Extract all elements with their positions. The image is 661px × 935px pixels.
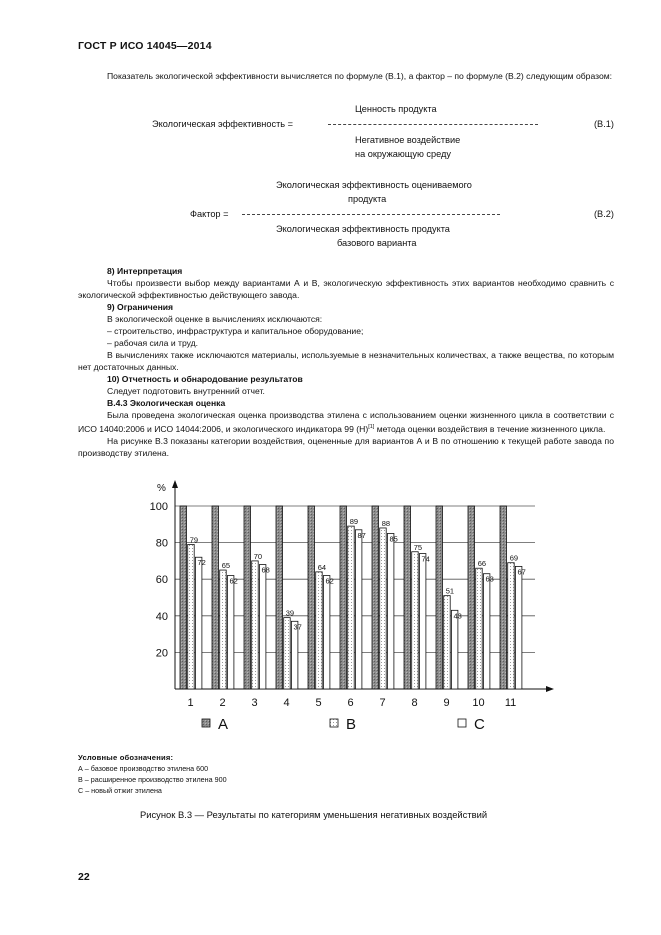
legend-note-a: А – базовое производство этилена 600 bbox=[78, 764, 209, 773]
section10-text: Следует подготовить внутренний отчет. bbox=[107, 386, 265, 396]
y-tick-label: 40 bbox=[155, 610, 168, 623]
bar-c bbox=[515, 566, 522, 689]
bar-c bbox=[451, 610, 458, 689]
x-tick-label: 3 bbox=[251, 697, 258, 709]
x-tick-label: 7 bbox=[379, 697, 386, 709]
data-label: 79 bbox=[189, 535, 199, 545]
data-label: 39 bbox=[285, 608, 295, 618]
data-label: 37 bbox=[293, 622, 302, 632]
x-tick-label: 4 bbox=[283, 697, 290, 709]
x-tick-label: 6 bbox=[347, 697, 354, 709]
bar-a bbox=[468, 506, 475, 689]
legend-note-c: С – новый отжиг этилена bbox=[78, 786, 162, 795]
bar-c bbox=[483, 574, 490, 689]
section9-text: В вычислениях также исключаются материалы, используемые в незначительных количествах, а также вещества, по которым нет достаточных данных. bbox=[78, 350, 614, 372]
x-tick-label: 5 bbox=[315, 697, 322, 709]
formula2-fraction-line bbox=[242, 214, 500, 215]
bar-b bbox=[220, 570, 227, 689]
data-label: 70 bbox=[253, 551, 263, 561]
legend-swatch-b bbox=[330, 719, 338, 727]
body-text bbox=[78, 265, 614, 459]
page-number: 22 bbox=[78, 871, 90, 883]
section-b43-text-a: Была проведена экологическая оценка производства этилена с использованием оценки жизненного цикла в соответствии с ИСО 14040:2006 и ИСО 14044:2006, и экологического индикатора 99 (Н) bbox=[78, 410, 614, 434]
bar-a bbox=[404, 506, 411, 689]
data-label: 65 bbox=[221, 561, 231, 571]
section9-lead: В экологической оценке в вычислениях исключаются: bbox=[107, 314, 323, 324]
y-tick-label: 80 bbox=[155, 537, 168, 550]
section-b43-text bbox=[78, 409, 614, 435]
bar-b bbox=[476, 568, 483, 689]
data-label: 88 bbox=[381, 518, 391, 528]
formula1-number: (В.1) bbox=[594, 119, 614, 129]
bar-c bbox=[195, 557, 202, 689]
formula2-denominator-line1: Экологическая эффективность продукта bbox=[276, 224, 450, 234]
legend-swatch-c bbox=[458, 719, 466, 727]
section9-heading: 9) Ограничения bbox=[107, 302, 174, 312]
section8-heading: 8) Интерпретация bbox=[107, 266, 183, 276]
bar-b bbox=[284, 618, 291, 689]
formula1-denominator-line2: на окружающую среду bbox=[355, 149, 451, 159]
bar-c bbox=[355, 530, 362, 689]
data-label: 62 bbox=[229, 576, 238, 586]
bar-b bbox=[444, 596, 451, 689]
data-label: 51 bbox=[445, 586, 455, 596]
x-tick-label: 10 bbox=[472, 697, 485, 709]
y-tick-label: 100 bbox=[149, 501, 168, 513]
section-b43-text-b: метода оценки воздействия в течение жизненного цикла. bbox=[374, 423, 606, 434]
bar-b bbox=[508, 563, 515, 689]
data-label: 89 bbox=[349, 517, 359, 527]
bar-b bbox=[348, 526, 355, 689]
bar-c bbox=[387, 533, 394, 689]
x-tick-label: 9 bbox=[443, 697, 450, 709]
data-label: 85 bbox=[389, 534, 398, 544]
legend-note-b: В – расширенное производство этилена 900 bbox=[78, 775, 227, 784]
bar-c bbox=[259, 565, 266, 689]
figure-caption: Рисунок В.3 — Результаты по категориям уменьшения негативных воздействий bbox=[140, 809, 488, 820]
data-label: 75 bbox=[413, 542, 423, 552]
bar-a bbox=[500, 506, 507, 689]
bar-a bbox=[212, 506, 219, 689]
bar-a bbox=[276, 506, 283, 689]
data-label: 64 bbox=[317, 562, 327, 572]
bar-b bbox=[188, 544, 195, 689]
formula1-fraction-line bbox=[328, 124, 538, 125]
bar-b bbox=[380, 528, 387, 689]
bar-c bbox=[419, 554, 426, 689]
legend-notes-title: Условные обозначения: bbox=[78, 753, 174, 762]
bar-chart bbox=[140, 478, 560, 746]
section-b43-heading: В.4.3 Экологическая оценка bbox=[107, 398, 226, 408]
bar-a bbox=[340, 506, 347, 689]
data-label: 66 bbox=[477, 559, 487, 569]
formula2-denominator-line2: базового варианта bbox=[337, 238, 417, 248]
data-label: 63 bbox=[485, 574, 494, 584]
bar-a bbox=[372, 506, 379, 689]
bar-c bbox=[323, 576, 330, 689]
section10-heading: 10) Отчетность и обнародование результатов bbox=[107, 374, 303, 384]
x-tick-label: 1 bbox=[187, 697, 194, 709]
legend-label-a: A bbox=[218, 716, 229, 733]
x-tick-label: 11 bbox=[504, 697, 517, 709]
section9-item1: – строительство, инфраструктура и капитальное оборудование; bbox=[107, 326, 364, 336]
formula2-numerator-line2: продукта bbox=[348, 194, 387, 204]
data-label: 67 bbox=[517, 567, 526, 577]
legend-label-c: C bbox=[474, 716, 485, 733]
data-label: 87 bbox=[357, 530, 366, 540]
data-label: 62 bbox=[325, 576, 334, 586]
formula2-numerator-line1: Экологическая эффективность оцениваемого bbox=[276, 180, 472, 190]
bar-c bbox=[227, 576, 234, 689]
section-b43-text2: На рисунке В.3 показаны категории воздействия, оцененные для вариантов А и В по отношению к текущей работе завода по производству этилена. bbox=[78, 435, 614, 458]
formula2-lhs: Фактор = bbox=[190, 209, 229, 219]
citation-ref: [1] bbox=[368, 424, 375, 430]
bar-a bbox=[436, 506, 443, 689]
bar-a bbox=[180, 506, 187, 689]
formula1-numerator: Ценность продукта bbox=[355, 104, 437, 114]
data-label: 74 bbox=[421, 554, 430, 564]
y-tick-label: 60 bbox=[155, 574, 168, 587]
legend-notes bbox=[78, 753, 227, 795]
bar-a bbox=[308, 506, 315, 689]
legend-label-b: B bbox=[346, 716, 357, 733]
formula1-denominator-line1: Негативное воздействие bbox=[355, 135, 461, 145]
y-tick-label: 20 bbox=[155, 647, 168, 660]
data-label: 68 bbox=[261, 565, 270, 575]
x-tick-label: 8 bbox=[411, 697, 418, 709]
bar-b bbox=[412, 552, 419, 689]
section8-text: Чтобы произвести выбор между вариантами А и В, экологическую эффективность этих вариантов необходимо сравнить с экологической эффективностью действующего завода. bbox=[78, 278, 614, 300]
y-axis-label: % bbox=[157, 483, 166, 494]
section9-item2: – рабочая сила и труд. bbox=[107, 338, 199, 348]
x-tick-label: 2 bbox=[219, 697, 226, 709]
bar-b bbox=[316, 572, 323, 689]
legend-swatch-a bbox=[202, 719, 210, 727]
x-axis-arrow bbox=[546, 686, 554, 692]
data-label: 69 bbox=[509, 553, 519, 563]
data-label: 72 bbox=[197, 558, 206, 568]
bar-b bbox=[252, 561, 259, 689]
bar-c bbox=[291, 621, 298, 689]
data-label: 43 bbox=[453, 611, 462, 621]
y-axis-arrow bbox=[172, 480, 178, 488]
formula1-lhs: Экологическая эффективность = bbox=[152, 119, 293, 129]
formula2-number: (В.2) bbox=[594, 209, 614, 219]
bar-a bbox=[244, 506, 251, 689]
document-header: ГОСТ Р ИСО 14045—2014 bbox=[78, 40, 212, 52]
intro-paragraph: Показатель экологической эффективности вычисляется по формуле (В.1), а фактор – по формуле (В.2) следующим образом: bbox=[107, 71, 613, 81]
